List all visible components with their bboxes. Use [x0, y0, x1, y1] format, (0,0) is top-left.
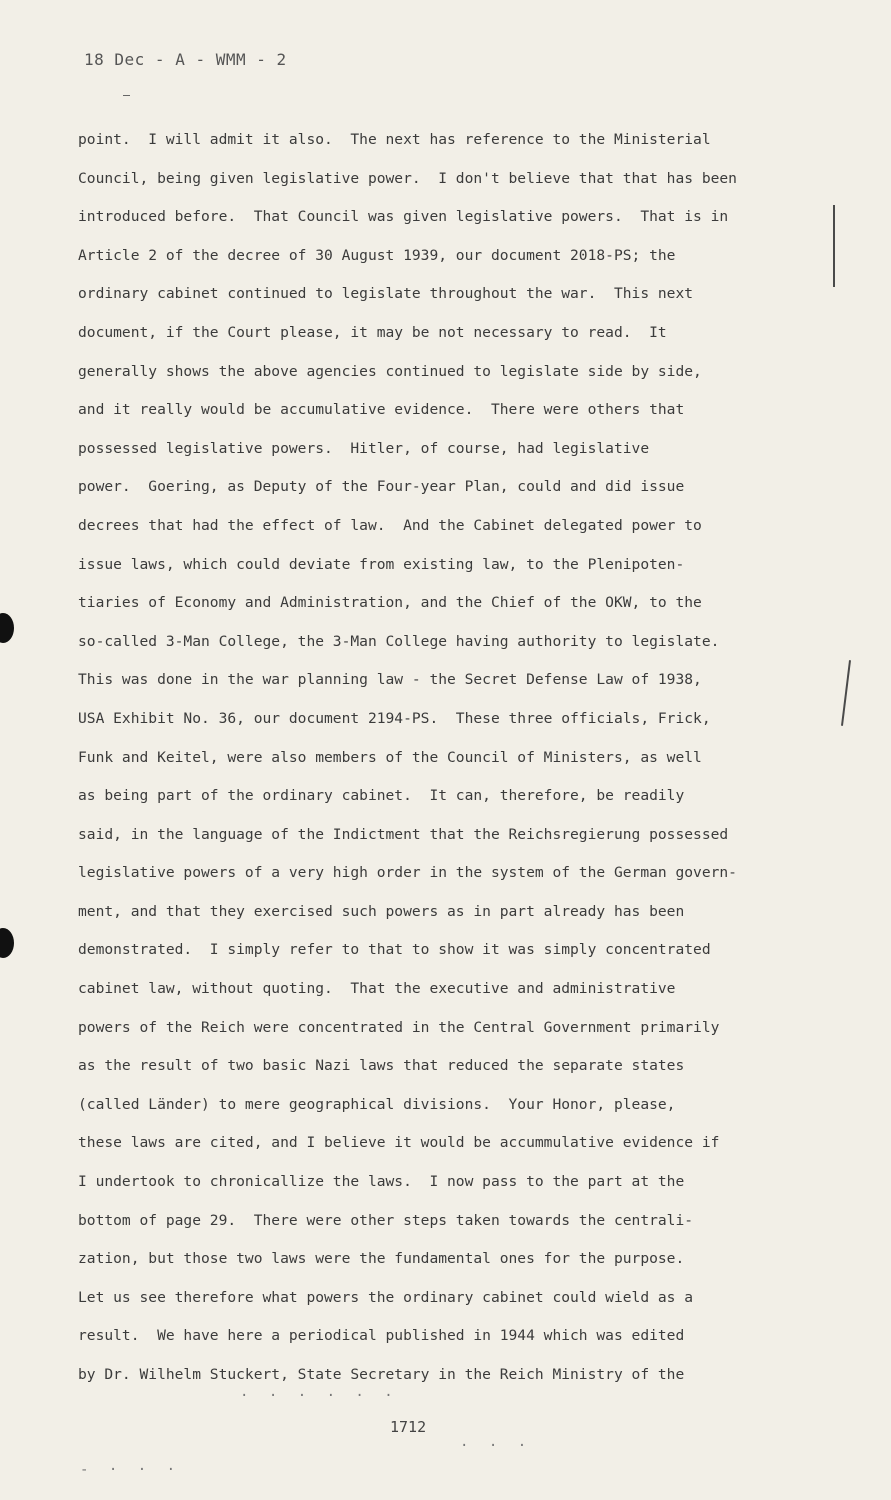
punch-hole — [0, 928, 14, 958]
text-line: Let us see therefore what powers the ordinary cabinet could wield as a — [78, 1288, 694, 1306]
text-line: bottom of page 29. There were other steps taken towards the centrali- — [78, 1211, 694, 1229]
stray-mark — [123, 95, 130, 96]
text-line: Council, being given legislative power. I don't believe that that has been — [78, 169, 737, 187]
text-line: (called Länder) to mere geographical divisions. Your Honor, please, — [78, 1095, 676, 1113]
text-line: powers of the Reich were concentrated in the Central Government primarily — [78, 1018, 720, 1036]
text-line: zation, but those two laws were the fundamental ones for the purpose. — [78, 1250, 685, 1268]
text-line: legislative powers of a very high order in the system of the German govern- — [78, 864, 737, 882]
page-header: 18 Dec - A - WMM - 2 — [84, 50, 287, 69]
text-line: Funk and Keitel, were also members of the Council of Ministers, as well — [78, 748, 702, 766]
text-line: decrees that had the effect of law. And the Cabinet delegated power to — [78, 516, 702, 534]
text-line: document, if the Court please, it may be not necessary to read. It — [78, 323, 667, 341]
text-line: and it really would be accumulative evidence. There were others that — [78, 401, 685, 419]
text-line: said, in the language of the Indictment that the Reichsregierung possessed — [78, 825, 729, 843]
text-line: result. We have here a periodical published in 1944 which was edited — [78, 1327, 685, 1345]
margin-mark — [833, 205, 835, 287]
text-line: as being part of the ordinary cabinet. It can, therefore, be readily — [78, 787, 685, 805]
text-line: so-called 3-Man College, the 3-Man College having authority to legislate. — [78, 632, 720, 650]
text-line: Article 2 of the decree of 30 August 1939, our document 2018-PS; the — [78, 246, 676, 264]
text-line: generally shows the above agencies continued to legislate side by side, — [78, 362, 702, 380]
text-line: possessed legislative powers. Hitler, of course, had legislative — [78, 439, 650, 457]
margin-mark — [841, 660, 851, 726]
punch-hole — [0, 613, 14, 643]
text-line: cabinet law, without quoting. That the executive and administrative — [78, 980, 676, 998]
text-line: these laws are cited, and I believe it would be accummulative evidence if — [78, 1134, 720, 1152]
text-line: I undertook to chronicallize the laws. I now pass to the part at the — [78, 1173, 685, 1191]
text-line: This was done in the war planning law - the Secret Defense Law of 1938, — [78, 671, 702, 689]
text-line: demonstrated. I simply refer to that to show it was simply concentrated — [78, 941, 711, 959]
page-number: 1712 — [390, 1418, 427, 1436]
text-line: ordinary cabinet continued to legislate throughout the war. This next — [78, 285, 694, 303]
stray-marks: · · · — [460, 1438, 533, 1454]
text-line: issue laws, which could deviate from existing law, to the Plenipoten- — [78, 555, 685, 573]
text-line: power. Goering, as Deputy of the Four-year Plan, could and did issue — [78, 478, 685, 496]
text-line: point. I will admit it also. The next has reference to the Ministerial — [78, 131, 711, 148]
text-line: introduced before. That Council was given legislative powers. That is in — [78, 208, 729, 226]
text-line: by Dr. Wilhelm Stuckert, State Secretary in the Reich Ministry of the — [78, 1366, 685, 1383]
text-line: as the result of two basic Nazi laws that reduced the separate states — [78, 1057, 685, 1075]
stray-marks: · · · · · · — [240, 1388, 399, 1404]
stray-marks: - · · · — [80, 1462, 182, 1478]
text-line: tiaries of Economy and Administration, and the Chief of the OKW, to the — [78, 594, 702, 612]
document-body — [78, 121, 818, 1395]
text-line: ment, and that they exercised such powers as in part already has been — [78, 902, 685, 920]
text-line: USA Exhibit No. 36, our document 2194-PS. These three officials, Frick, — [78, 709, 711, 727]
